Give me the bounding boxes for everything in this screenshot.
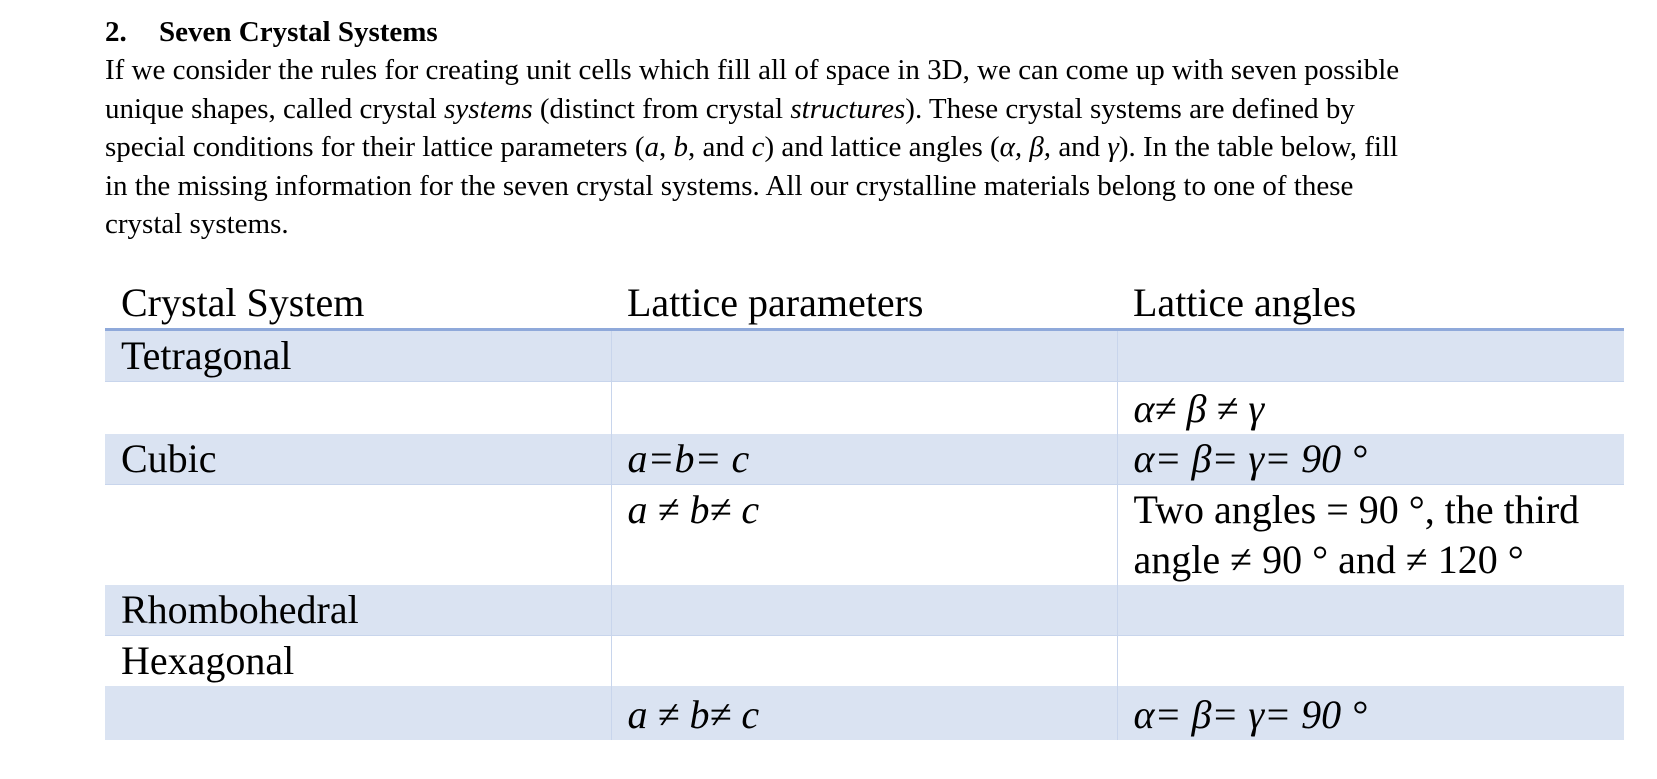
paragraph-line-4: in the missing information for the seven crystal systems. All our crystalline materials belong to one of these bbox=[105, 169, 1354, 202]
text-run: , bbox=[659, 131, 674, 163]
cell-angles: α= β= γ= 90 ° bbox=[1117, 686, 1624, 740]
table-header-row bbox=[105, 278, 1624, 330]
param-c: c bbox=[751, 131, 765, 163]
param-a: a bbox=[644, 131, 660, 163]
text-run: ). These crystal systems are defined by bbox=[905, 92, 1355, 125]
table-row bbox=[105, 382, 1624, 435]
cell-parameters: a ≠ b≠ c bbox=[611, 686, 1117, 740]
cell-system: Tetragonal bbox=[105, 330, 611, 382]
cell-system[interactable] bbox=[105, 686, 611, 740]
cell-parameters[interactable] bbox=[611, 636, 1117, 687]
emphasis-systems: systems bbox=[444, 92, 533, 125]
cell-angles: α= β= γ= 90 ° bbox=[1117, 434, 1624, 485]
cell-angles[interactable] bbox=[1117, 585, 1624, 636]
cell-system[interactable] bbox=[105, 382, 611, 435]
cell-system: Hexagonal bbox=[105, 636, 611, 687]
paragraph-line-2 bbox=[105, 90, 1625, 129]
paragraph-line-1: If we consider the rules for creating unit cells which fill all of space in 3D, we can come up with seven possible bbox=[105, 54, 1400, 86]
section-number: 2. bbox=[105, 16, 127, 48]
cell-angles bbox=[1117, 485, 1624, 586]
table-row bbox=[105, 434, 1624, 485]
paragraph-line-3 bbox=[105, 128, 1625, 167]
table-row bbox=[105, 636, 1624, 687]
text-run: unique shapes, called crystal bbox=[105, 92, 445, 125]
table-row bbox=[105, 585, 1624, 636]
param-b: b bbox=[673, 131, 689, 163]
cell-parameters: a ≠ b≠ c bbox=[611, 485, 1117, 586]
cell-parameters[interactable] bbox=[611, 585, 1117, 636]
cell-parameters: a=b= c bbox=[611, 434, 1117, 485]
intro-paragraph bbox=[105, 51, 1625, 244]
crystal-systems-table bbox=[105, 278, 1624, 740]
text-run: and bbox=[1051, 131, 1108, 163]
emphasis-structures: structures bbox=[790, 92, 906, 125]
cell-angles[interactable] bbox=[1117, 636, 1624, 687]
table-row bbox=[105, 485, 1624, 586]
table-row bbox=[105, 330, 1624, 382]
cell-system[interactable] bbox=[105, 485, 611, 586]
text-run: ). In the table below, fill bbox=[1118, 131, 1399, 163]
header-crystal-system: Crystal System bbox=[105, 278, 611, 330]
section-heading bbox=[105, 14, 1625, 50]
angle-gamma: γ bbox=[1107, 131, 1119, 163]
cell-system: Cubic bbox=[105, 434, 611, 485]
text-run: special conditions for their lattice parameters ( bbox=[105, 131, 645, 163]
angles-line-2: angle ≠ 90 ° and ≠ 120 ° bbox=[1133, 537, 1524, 582]
table-row bbox=[105, 686, 1624, 740]
text-run: ) and lattice angles ( bbox=[764, 131, 1000, 163]
paragraph-line-5: crystal systems. bbox=[105, 208, 289, 240]
cell-angles[interactable] bbox=[1117, 330, 1624, 382]
angles-alpha-beta: α, β, bbox=[999, 131, 1052, 163]
header-lattice-angles: Lattice angles bbox=[1117, 278, 1624, 330]
cell-parameters[interactable] bbox=[611, 382, 1117, 435]
cell-system: Rhombohedral bbox=[105, 585, 611, 636]
header-lattice-parameters: Lattice parameters bbox=[611, 278, 1117, 330]
section-title: Seven Crystal Systems bbox=[159, 16, 438, 48]
text-run: , and bbox=[688, 131, 752, 163]
cell-parameters[interactable] bbox=[611, 330, 1117, 382]
angles-line-1: Two angles = 90 °, the third bbox=[1133, 487, 1580, 532]
section bbox=[105, 14, 1625, 244]
text-run: (distinct from crystal bbox=[532, 92, 791, 125]
cell-angles: α≠ β ≠ γ bbox=[1117, 382, 1624, 435]
